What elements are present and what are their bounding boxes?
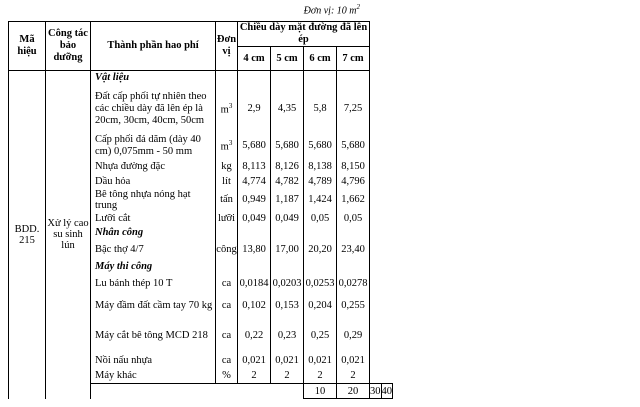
norm-table — [8, 21, 393, 399]
value-cell: 0,29 — [337, 319, 370, 353]
value-cell: 0,05 — [304, 211, 337, 226]
unit-cell: ca — [216, 293, 238, 319]
header-component: Thành phần hao phí — [91, 22, 216, 71]
component-name: Cấp phối đá dăm (dày 40 cm) 0,075mm - 50 mm — [91, 133, 216, 159]
component-name: Dầu hỏa — [91, 174, 216, 189]
value-cell: 5,680 — [238, 133, 271, 159]
component-name: Lu bánh thép 10 T — [91, 274, 216, 293]
work-name: Xử lý cao su sinh lún — [46, 71, 91, 399]
value-cell: 0,25 — [304, 319, 337, 353]
value-cell: 4,774 — [238, 174, 271, 189]
value-cell: 7,25 — [337, 85, 370, 133]
value-cell: 4,782 — [271, 174, 304, 189]
value-cell: 17,00 — [271, 240, 304, 260]
value-cell: 0,102 — [238, 293, 271, 319]
component-name: Nhựa đường đặc — [91, 159, 216, 174]
value-cell: 23,40 — [337, 240, 370, 260]
value-cell: 0,0203 — [271, 274, 304, 293]
value-cell: 0,021 — [271, 353, 304, 369]
component-name: Nồi nấu nhựa — [91, 353, 216, 369]
value-cell: 0,021 — [304, 353, 337, 369]
value-cell: 5,680 — [304, 133, 337, 159]
component-name: Máy cắt bê tông MCD 218 — [91, 319, 216, 353]
header-thickness: 4 cm — [238, 47, 271, 71]
value-cell: 2 — [238, 369, 271, 384]
header-thickness: 6 cm — [304, 47, 337, 71]
unit-cell: tấn — [216, 189, 238, 211]
value-cell: 0,949 — [238, 189, 271, 211]
value-cell: 0,255 — [337, 293, 370, 319]
group-labor: Nhân công — [91, 226, 216, 240]
value-cell: 2 — [304, 369, 337, 384]
header-work: Công tác bảo dưỡng — [46, 22, 91, 71]
unit-note: Đơn vị: 10 $m^2$ — [303, 3, 360, 17]
value-cell: 2 — [337, 369, 370, 384]
header-thickness: 5 cm — [271, 47, 304, 71]
value-cell: 0,049 — [271, 211, 304, 226]
value-cell: 2 — [271, 369, 304, 384]
value-cell: 0,23 — [271, 319, 304, 353]
component-name: Bê tông nhựa nóng hạt trung — [91, 189, 216, 211]
header-unit: Đơn vị — [216, 22, 238, 71]
footer-code: 40 — [381, 385, 392, 397]
value-cell: 1,424 — [304, 189, 337, 211]
value-cell: 0,021 — [337, 353, 370, 369]
value-cell: 8,126 — [271, 159, 304, 174]
header-thickness: 7 cm — [337, 47, 370, 71]
value-cell: 5,8 — [304, 85, 337, 133]
value-cell: 4,796 — [337, 174, 370, 189]
value-cell: 0,153 — [271, 293, 304, 319]
unit-cell: công — [216, 240, 238, 260]
value-cell: 0,0278 — [337, 274, 370, 293]
unit-cell: lít — [216, 174, 238, 189]
value-cell: 4,789 — [304, 174, 337, 189]
value-cell: 1,187 — [271, 189, 304, 211]
value-cell: 0,05 — [337, 211, 370, 226]
unit-cell: ca — [216, 319, 238, 353]
component-name: Bậc thợ 4/7 — [91, 240, 216, 260]
norm-code: BDD. 215 — [9, 71, 46, 399]
unit-cell: lưỡi — [216, 211, 238, 226]
component-name: Lưỡi cắt — [91, 211, 216, 226]
value-cell: 0,204 — [304, 293, 337, 319]
group-materials: Vật liệu — [91, 71, 216, 85]
value-cell: 4,35 — [271, 85, 304, 133]
footer-code: 30 — [370, 385, 381, 397]
value-cell: 13,80 — [238, 240, 271, 260]
group-machines: Máy thi công — [91, 260, 216, 274]
component-name: Đất cấp phối tự nhiên theo các chiều dày đã lên ép là 20cm, 30cm, 40cm, 50cm — [91, 85, 216, 133]
value-cell: 0,0253 — [304, 274, 337, 293]
component-name: Máy khác — [91, 369, 216, 384]
value-cell: 5,680 — [337, 133, 370, 159]
value-cell: 1,662 — [337, 189, 370, 211]
value-cell: 5,680 — [271, 133, 304, 159]
footer-code: 10 — [304, 384, 337, 399]
unit-cell: ca — [216, 274, 238, 293]
footer-code: 20 — [337, 384, 370, 399]
value-cell: 8,150 — [337, 159, 370, 174]
value-cell: 0,049 — [238, 211, 271, 226]
unit-cell: $m^3$ — [216, 85, 238, 133]
value-cell: 0,0184 — [238, 274, 271, 293]
value-cell: 0,021 — [238, 353, 271, 369]
value-cell: 8,113 — [238, 159, 271, 174]
unit-cell: ca — [216, 353, 238, 369]
header-thickness-group: Chiều dày mặt đường đã lên ép — [238, 22, 370, 47]
unit-cell: % — [216, 369, 238, 384]
value-cell: 8,138 — [304, 159, 337, 174]
value-cell: 0,22 — [238, 319, 271, 353]
header-code: Mã hiệu — [9, 22, 46, 71]
value-cell: 2,9 — [238, 85, 271, 133]
value-cell: 20,20 — [304, 240, 337, 260]
component-name: Máy đầm đất cầm tay 70 kg — [91, 293, 216, 319]
unit-cell: $m^3$ — [216, 133, 238, 159]
unit-cell: kg — [216, 159, 238, 174]
